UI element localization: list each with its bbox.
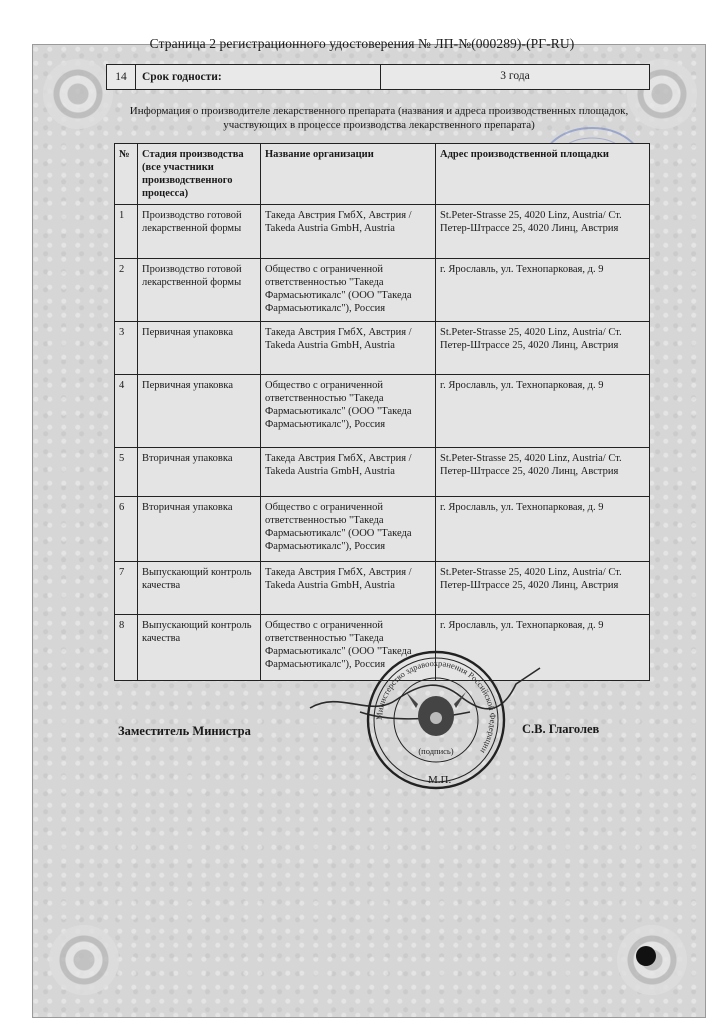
row-stage: Первичная упаковка <box>138 375 261 448</box>
double-headed-eagle-icon <box>406 692 466 736</box>
seal-ring-text: Министерство здравоохранения Российской Федерации <box>373 657 499 756</box>
row-org: Общество с ограниченной ответственностью "Такеда Фармасьютикалс" (ООО "Такеда Фармасьютикалс"), Россия <box>261 259 436 322</box>
shelf-life-value: 3 года <box>500 70 530 82</box>
row-stage: Вторичная упаковка <box>138 497 261 562</box>
corner-rosette-top-left <box>43 59 113 129</box>
row-stage: Выпускающий контроль качества <box>138 615 261 681</box>
header-stage: Стадия производства (все участники производственного процесса) <box>138 144 261 205</box>
row-org: Общество с ограниченной ответственностью "Такеда Фармасьютикалс" (ООО "Такеда Фармасьютикалс"), Россия <box>261 497 436 562</box>
row-num: 6 <box>115 497 138 562</box>
row-address: г. Ярославль, ул. Технопарковая, д. 9 <box>436 615 650 681</box>
row-address: г. Ярославль, ул. Технопарковая, д. 9 <box>436 259 650 322</box>
row-num: 2 <box>115 259 138 322</box>
seal-podpis-label: (подпись) <box>418 746 454 756</box>
table-row <box>115 448 650 497</box>
shelf-life-label: Срок годности: <box>136 65 381 89</box>
header-address: Адрес производственной площадки <box>436 144 650 205</box>
row-stage: Производство готовой лекарственной формы <box>138 205 261 259</box>
row-stage: Выпускающий контроль качества <box>138 562 261 615</box>
table-row <box>115 562 650 615</box>
table-row <box>115 322 650 375</box>
row-num: 5 <box>115 448 138 497</box>
row-org: Такеда Австрия ГмбХ, Австрия / Takeda Austria GmbH, Austria <box>261 448 436 497</box>
mp-label: М.П. <box>428 774 452 786</box>
row-address: St.Peter-Strasse 25, 4020 Linz, Austria/ Ст. Петер-Штрассе 25, 4020 Линц, Австрия <box>436 322 650 375</box>
shelf-life-number: 14 <box>107 65 136 89</box>
row-stage: Первичная упаковка <box>138 322 261 375</box>
row-org: Такеда Австрия ГмбХ, Австрия / Takeda Austria GmbH, Austria <box>261 322 436 375</box>
row-address: St.Peter-Strasse 25, 4020 Linz, Austria/ Ст. Петер-Штрассе 25, 4020 Линц, Австрия <box>436 205 650 259</box>
table-row <box>115 497 650 562</box>
manufacturer-info-heading: Информация о производителе лекарственного препарата (названия и адреса производственных площадок, участвующих в процессе производства лекарственного препарата) <box>129 105 629 131</box>
row-address: г. Ярославль, ул. Технопарковая, д. 9 <box>436 497 650 562</box>
row-stage: Производство готовой лекарственной формы <box>138 259 261 322</box>
row-num: 7 <box>115 562 138 615</box>
table-header-row <box>115 144 650 205</box>
table-row <box>115 259 650 322</box>
row-address: St.Peter-Strasse 25, 4020 Linz, Austria/ Ст. Петер-Штрассе 25, 4020 Линц, Австрия <box>436 448 650 497</box>
row-org: Такеда Австрия ГмбХ, Австрия / Takeda Austria GmbH, Austria <box>261 562 436 615</box>
row-num: 3 <box>115 322 138 375</box>
page-header: Страница 2 регистрационного удостоверения № ЛП-№(000289)-(РГ-RU) <box>149 36 575 51</box>
table-row <box>115 375 650 448</box>
row-num: 1 <box>115 205 138 259</box>
manufacturers-table <box>114 143 650 681</box>
header-num: № <box>115 144 138 205</box>
header-org: Название организации <box>261 144 436 205</box>
row-org: Общество с ограниченной ответственностью "Такеда Фармасьютикалс" (ООО "Такеда Фармасьютикалс"), Россия <box>261 375 436 448</box>
signatory-name: С.В. Глаголев <box>522 722 600 736</box>
row-org: Такеда Австрия ГмбХ, Австрия / Takeda Austria GmbH, Austria <box>261 205 436 259</box>
row-stage: Вторичная упаковка <box>138 448 261 497</box>
row-org: Общество с ограниченной ответственностью "Такеда Фармасьютикалс" (ООО "Такеда Фармасьютикалс"), Россия <box>261 615 436 681</box>
punch-hole <box>636 946 656 966</box>
row-address: г. Ярославль, ул. Технопарковая, д. 9 <box>436 375 650 448</box>
row-address: St.Peter-Strasse 25, 4020 Linz, Austria/ Ст. Петер-Штрассе 25, 4020 Линц, Австрия <box>436 562 650 615</box>
shelf-life-row <box>106 64 650 90</box>
corner-rosette-bottom-left <box>49 925 119 995</box>
row-num: 4 <box>115 375 138 448</box>
table-row <box>115 205 650 259</box>
row-num: 8 <box>115 615 138 681</box>
official-seal <box>364 648 508 792</box>
signatory-position: Заместитель Министра <box>118 724 251 738</box>
